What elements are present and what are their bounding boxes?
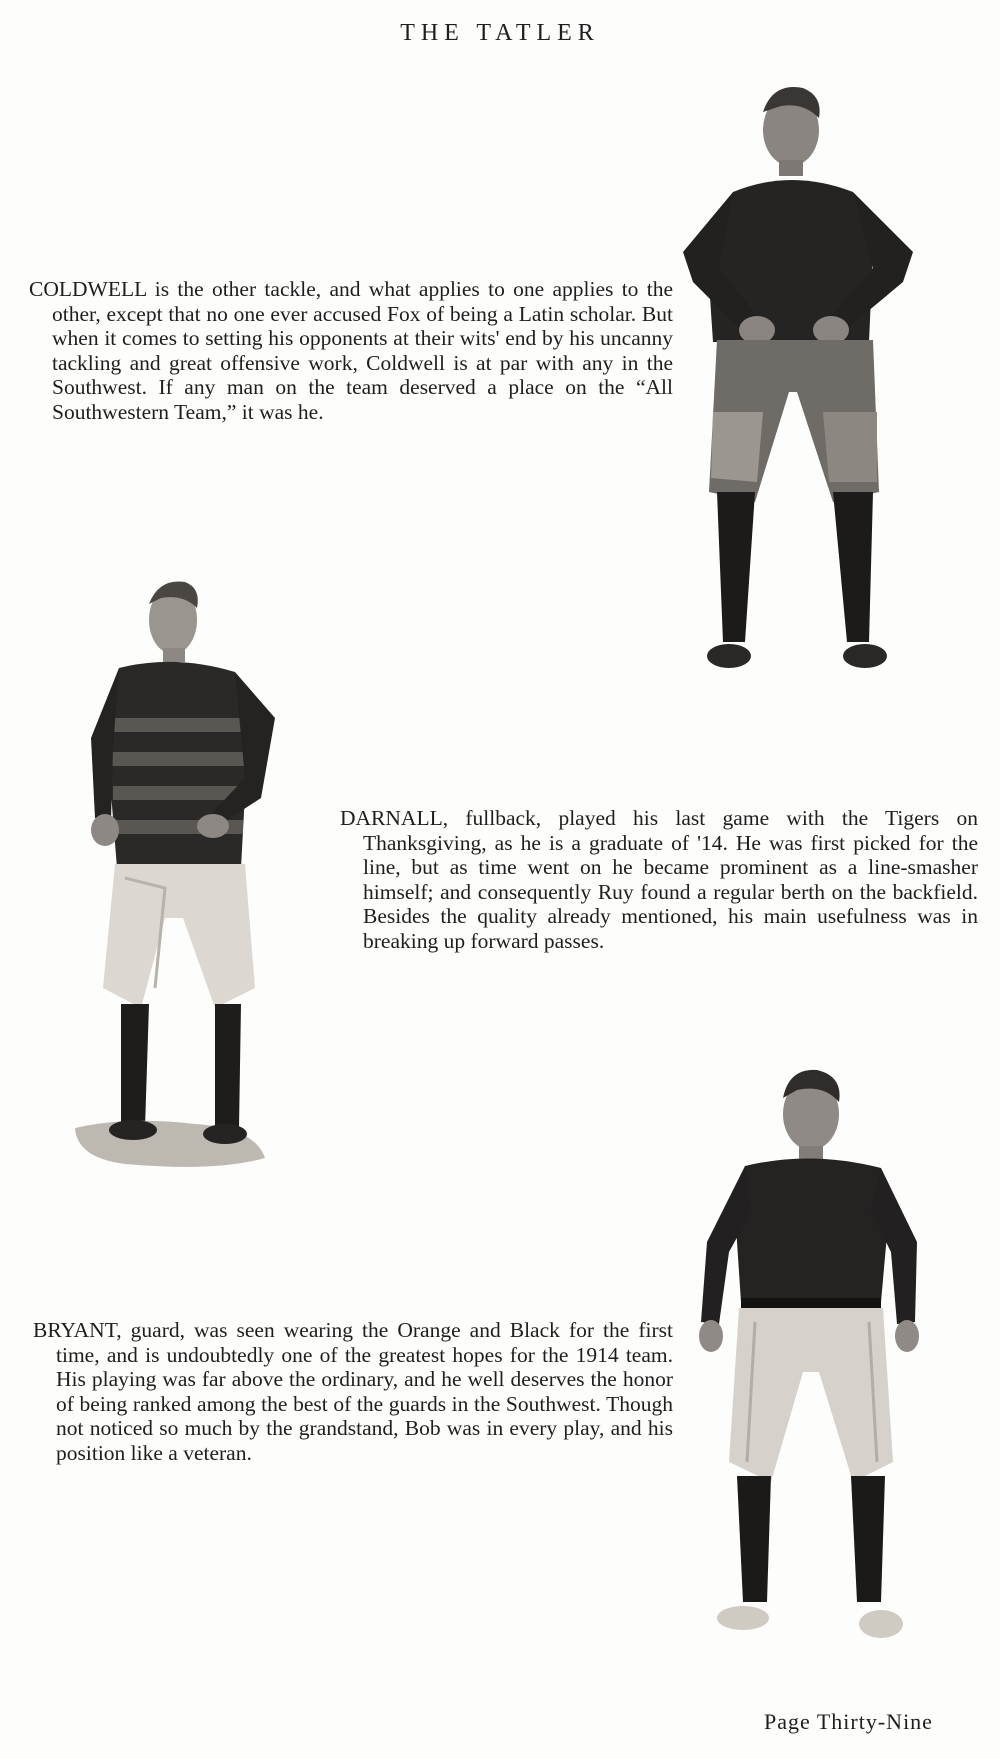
player-photo-bryant: [685, 1062, 935, 1676]
article-darnall: DARNALL, fullback, played his last game with the Tigers on Thanksgiving, as he is a graduate of '14. He was first picked for the line, but as time went on he became prominent as a line-smasher himself; and consequently Ruy found a regular berth on the backfield. Besides the quality already mentioned, his main usefulness was in breaking up forward passes.: [340, 806, 978, 953]
page-header-title: THE TATLER: [400, 20, 600, 46]
player-photo-darnall: [65, 568, 315, 1193]
page-number: Page Thirty-Nine: [764, 1709, 933, 1734]
article-coldwell: COLDWELL is the other tackle, and what applies to one applies to the other, except that no one ever accused Fox of being a Latin scholar. But when it comes to setting his opponents at their wits' end by his uncanny tackling and great offensive work, Coldwell is at par with any in the Southwest. If any man on the team deserved a place on the “All Southwestern Team,” it was he.: [29, 277, 673, 424]
article-bryant: BRYANT, guard, was seen wearing the Orange and Black for the first time, and is undoubtedly one of the greatest hopes for the 1914 team. His playing was far above the ordinary, and he well deserves the honor of being ranked among the best of the guards in the Southwest. Though not noticed so much by the grandstand, Bob was in every play, and his position like a veteran.: [33, 1318, 673, 1465]
player-photo-coldwell: [673, 82, 933, 714]
